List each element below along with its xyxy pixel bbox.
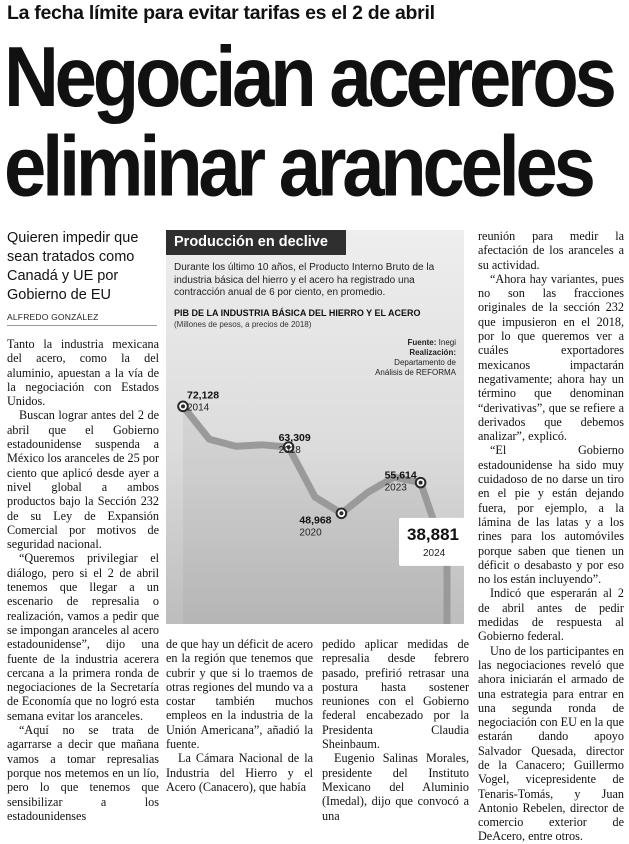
chart-year-label: 2024 bbox=[423, 547, 446, 559]
paragraph: Buscan lograr antes del 2 de abril que el Gobierno estadounidense suspenda a México los aranceles de 25 por ciento que aplicó desde ayer a nivel global a ambos productos bajo la Sección 232 de su Ley de Expansión Comercial por motivos de seguridad nacional. bbox=[7, 408, 159, 552]
credit-label: Realización: bbox=[409, 348, 456, 357]
chart-header: Producción en declive bbox=[166, 230, 346, 255]
chart-intro: Durante los último 10 años, el Producto Interno Bruto de la industria básica del hierro y el acero ha registrado una contracción anual de 6 por ciento, en promedio. bbox=[174, 262, 435, 298]
chart-point-dot bbox=[419, 481, 423, 485]
article-column-4 bbox=[478, 229, 624, 844]
chart-year-label: 2018 bbox=[278, 445, 301, 457]
chart-subtitle: (Millones de pesos, a precios de 2018) bbox=[174, 320, 312, 329]
chart-year-label: 2023 bbox=[384, 482, 407, 494]
chart-value-label: 48,968 bbox=[299, 514, 332, 527]
credit-value: Departamento de Análisis de REFORMA bbox=[375, 358, 456, 377]
paragraph: “Aquí no se trata de agarrarse a decir que mañana vamos a tomar represalias porque nos metemos en un lío, pero lo que tenemos que sensibilizar a los estadounidenses bbox=[7, 723, 159, 823]
chart-value-label: 72,128 bbox=[187, 389, 220, 402]
paragraph: reunión para medir la afectación de los aranceles a su actividad. bbox=[478, 229, 624, 272]
chart-year-label: 2014 bbox=[187, 402, 210, 414]
source-value: Inegi bbox=[438, 338, 456, 347]
paragraph: de que hay un déficit de acero en la región que tenemos que cubrir y que si lo traemos de otras regiones del mundo va a costar también muchos empleos en la industria de la Unión Americana”, añadió la fuente. bbox=[166, 637, 313, 752]
chart-year-label: 2020 bbox=[299, 527, 322, 539]
byline: ALFREDO GONZÁLEZ bbox=[7, 312, 157, 326]
chart-value-label: 63,309 bbox=[278, 432, 311, 445]
paragraph: Eugenio Salinas Morales, presidente del Instituto Mexicano del Aluminio (Imedal), dijo que convocó a una bbox=[322, 751, 469, 823]
headline-line-2: eliminar aranceles bbox=[4, 119, 592, 215]
paragraph: “Ahora hay variantes, pues no son las fracciones originales de la sección 232 que impusieron en el 2018, por lo que queremos ver a cuáles exportadores mexicanos impactarán negativamente; ahora hay un término que denominan “derivativas”, que se refiere a derivados que debemos analizar”, explicó. bbox=[478, 271, 624, 444]
kicker: La fecha límite para evitar tarifas es el 2 de abril bbox=[7, 2, 435, 24]
paragraph: La Cámara Nacional de la Industria del Hierro y el Acero (Canacero), que había bbox=[166, 751, 313, 794]
article-column-2 bbox=[166, 637, 313, 794]
chart-box bbox=[166, 230, 464, 624]
paragraph: pedido aplicar medidas de represalia desde febrero pasado, prefirió retrasar una postura hasta sostener reuniones con el Gobierno federal encabezado por la Presidenta Claudia Sheinbaum. bbox=[322, 637, 469, 752]
chart-point-dot bbox=[339, 511, 343, 515]
article-column-1 bbox=[7, 337, 159, 823]
chart-value-label: 38,881 bbox=[407, 524, 459, 544]
deck: Quieren impedir que sean tratados como Canadá y UE por Gobierno de EU bbox=[7, 230, 139, 303]
headline bbox=[4, 29, 626, 215]
paragraph: “El Gobierno estadounidense ha sido muy cuidadoso de no darse un tiro en el pie y están dejando fuera, por ejemplo, a la lámina de las latas y a los rines para los automóviles porque saben que tienen un déficit o desabasto y por eso no los están incluyendo”. bbox=[478, 443, 624, 587]
source-label: Fuente: bbox=[407, 338, 437, 347]
chart-source bbox=[366, 338, 456, 378]
article-column-3 bbox=[322, 637, 469, 823]
headline-line-1: Negocian acereros bbox=[4, 29, 613, 125]
paragraph: Tanto la industria mexicana del acero, como la del aluminio, apuestan a la vía de la negociación con Estados Unidos. bbox=[7, 337, 159, 409]
chart-value-label: 55,614 bbox=[384, 469, 417, 482]
paragraph: “Queremos privilegiar el diálogo, pero si el 2 de abril tenemos que llegar a un escenario de represalia o realización, vamos a pedir que se impongan aranceles al acero estadounidense”, dijo una fuente de la industria acerera cercana a la primera ronda de negociaciones de la Secretaría de Economía que no logró esta semana evitar los aranceles. bbox=[7, 551, 159, 723]
paragraph: Indicó que esperarán al 2 de abril antes de pedir medidas de respuesta al Gobierno federal. bbox=[478, 586, 624, 644]
paragraph: Uno de los participantes en las negociaciones reveló que ahora iniciarán el armado de una estrategia para entrar en una segunda ronda de negociación con EU en la que estarán dando apoyo Salvador Quesada, director de la Canacero; Guillermo Vogel, vicepresidente de Tenaris-Tomás, y Juan Antonio Rebelen, director de comercio exterior de DeAcero, entre otros. bbox=[478, 643, 624, 844]
chart-point-dot bbox=[181, 404, 185, 408]
chart-title: PIB DE LA INDUSTRIA BÁSICA DEL HIERRO Y EL ACERO bbox=[174, 308, 421, 318]
